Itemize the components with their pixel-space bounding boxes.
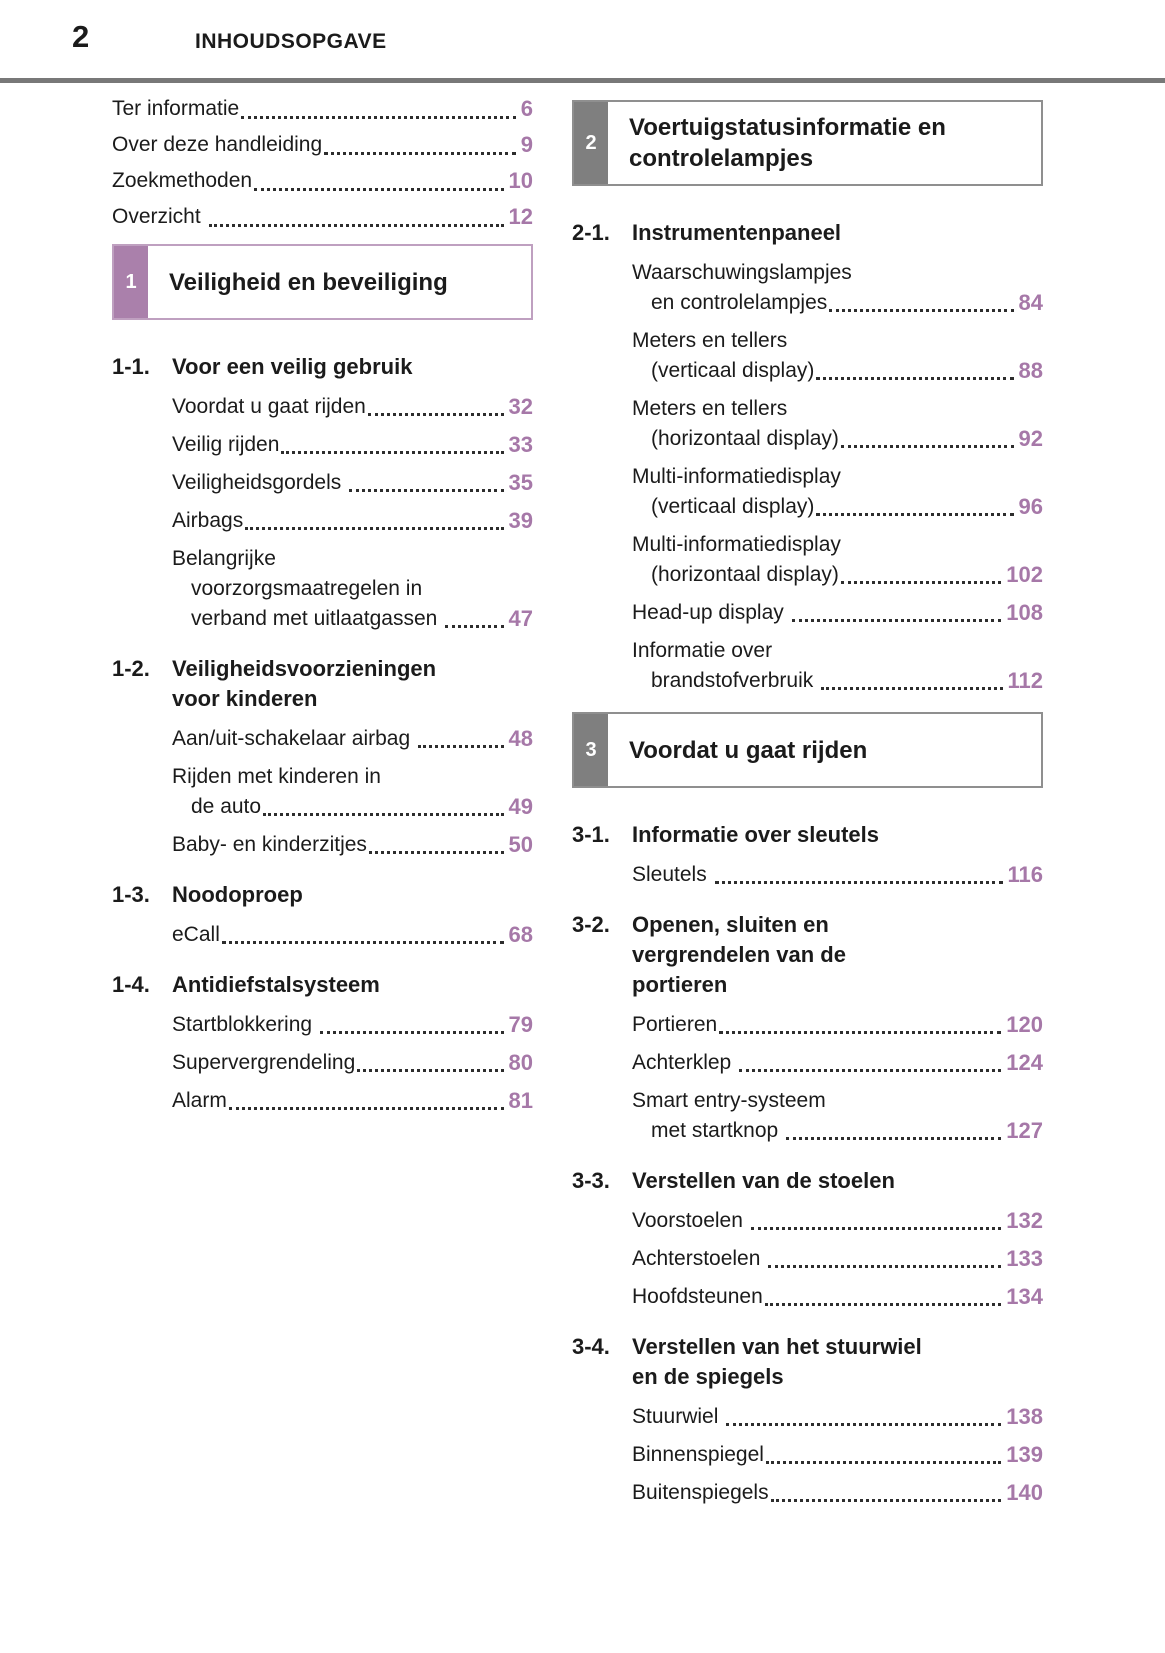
page-ref: 116 [1007, 862, 1043, 887]
toc-entry [172, 830, 533, 860]
subsection-title [172, 352, 412, 382]
subsection-title-line: Noodoproep [172, 882, 303, 907]
toc-entry-last-line [632, 666, 1043, 696]
page-ref: 32 [508, 394, 533, 419]
toc-entry [172, 392, 533, 422]
toc-entry-line: Rijden met kinderen in [172, 765, 381, 788]
toc-entry-last-line [632, 1440, 1043, 1470]
toc-entry-text: Overzicht [112, 205, 207, 228]
toc-entry [632, 1010, 1043, 1040]
dot-leader [768, 1265, 1001, 1268]
toc-entry-text: Voorstoelen [632, 1209, 749, 1232]
toc-entry-text: Stuurwiel [632, 1405, 725, 1428]
page-ref: 127 [1006, 1118, 1043, 1143]
subsection-title-line: Instrumentenpaneel [632, 220, 842, 245]
toc-entry-line: Multi-informatiedisplay [632, 465, 841, 488]
dot-leader [324, 152, 516, 155]
subsection-title [172, 970, 380, 1000]
toc-entry-text: en controlelampjes [651, 291, 828, 314]
page-ref: 79 [508, 1012, 533, 1037]
dot-leader [241, 116, 516, 119]
chapter-title [608, 102, 954, 184]
chapter-box-1 [112, 244, 533, 320]
toc-entry-text: (verticaal display) [651, 359, 815, 382]
toc-entry [172, 920, 533, 950]
dot-leader [766, 1461, 1001, 1464]
toc-entry-text: Portieren [632, 1013, 718, 1036]
toc-entry-last-line [172, 604, 533, 634]
subsection-heading [572, 1332, 1043, 1392]
toc-entry-last-line [632, 1206, 1043, 1236]
toc-entry [632, 326, 1043, 386]
subsection-title-line: Veiligheidsvoorzieningen [172, 656, 437, 681]
chapter-title [148, 246, 456, 318]
page-ref: 102 [1006, 562, 1043, 587]
subsection-title-line: Verstellen van de stoelen [632, 1168, 895, 1193]
subsection-title-line: en de spiegels [632, 1364, 784, 1389]
page-title: INHOUDSOPGAVE [195, 30, 387, 53]
dot-leader [263, 813, 503, 816]
toc-entry [632, 258, 1043, 318]
chapter-box-3 [572, 712, 1043, 788]
toc-entry [632, 1048, 1043, 1078]
dot-leader [816, 513, 1013, 516]
toc-entry-last-line [632, 1010, 1043, 1040]
toc-entry [632, 1478, 1043, 1508]
entry-group [572, 1206, 1043, 1320]
toc-entry-text: Alarm [172, 1089, 227, 1112]
dot-leader [786, 1137, 1001, 1140]
toc-entry-last-line [632, 1282, 1043, 1312]
page-ref: 39 [508, 508, 533, 533]
toc-entry [172, 1048, 533, 1078]
page-ref: 132 [1006, 1208, 1043, 1233]
toc-entry-text: (horizontaal display) [651, 427, 839, 450]
toc-entry-text: met startknop [651, 1119, 785, 1142]
page-ref: 140 [1006, 1480, 1043, 1505]
subsection-number: 1-3. [112, 882, 150, 907]
toc-entry [172, 762, 533, 822]
chapter-number: 3 [585, 738, 597, 761]
toc-entry [632, 1244, 1043, 1274]
toc-entry-last-line [632, 560, 1043, 590]
entry-group [572, 1010, 1043, 1154]
subsection-number: 3-3. [572, 1168, 610, 1193]
toc-entry-line: Belangrijke [172, 547, 276, 570]
subsection-title-line: voor kinderen [172, 686, 318, 711]
page-ref: 80 [508, 1050, 533, 1075]
toc-columns [112, 92, 1043, 1516]
toc-entry-text: Ter informatie [112, 97, 240, 120]
chapter-tab-1 [114, 246, 148, 318]
dot-leader [209, 224, 504, 227]
page-ref: 92 [1018, 426, 1043, 451]
subsection-number: 1-1. [112, 354, 150, 379]
dot-leader [222, 941, 504, 944]
subsection-heading [112, 352, 533, 382]
toc-entry-last-line [112, 92, 533, 125]
toc-entry-last-line [172, 468, 533, 498]
toc-entry-line: voorzorgsmaatregelen in [191, 577, 423, 600]
page-ref: 138 [1006, 1404, 1043, 1429]
page-ref: 47 [508, 606, 533, 631]
subsection-number: 1-2. [112, 656, 150, 681]
toc-entry [632, 530, 1043, 590]
subsection-title-line: vergrendelen van de [632, 942, 846, 967]
subsection-title-line: Antidiefstalsysteem [172, 972, 380, 997]
toc-entry [112, 92, 533, 125]
subsection-heading [112, 970, 533, 1000]
toc-entry-last-line [112, 200, 533, 233]
toc-entry-text: Airbags [172, 509, 244, 532]
toc-entry-line: Meters en tellers [632, 329, 788, 352]
subsection-heading [112, 654, 533, 714]
entry-group [112, 920, 533, 958]
entry-group [112, 392, 533, 642]
toc-entry-text: Startblokkering [172, 1013, 318, 1036]
toc-entry [172, 506, 533, 536]
chapter-title [608, 714, 875, 786]
toc-entry-text: Supervergrendeling [172, 1051, 356, 1074]
subsection-heading [572, 1166, 1043, 1196]
dot-leader [445, 625, 503, 628]
subsection-number: 3-2. [572, 912, 610, 937]
subsection-title-line: Informatie over sleutels [632, 822, 879, 847]
page-ref: 88 [1018, 358, 1043, 383]
dot-leader [418, 745, 504, 748]
subsection-number: 2-1. [572, 220, 610, 245]
toc-entry-line: Smart entry-systeem [632, 1089, 826, 1112]
toc-entry-last-line [632, 492, 1043, 522]
subsection-title [172, 880, 303, 910]
toc-entry-text: (horizontaal display) [651, 563, 839, 586]
page-ref: 10 [508, 168, 533, 193]
chapter-tab-2 [574, 102, 608, 184]
toc-entry-last-line [632, 598, 1043, 628]
toc-entry-last-line [172, 830, 533, 860]
toc-entry [112, 128, 533, 161]
toc-entry-line: Multi-informatiedisplay [632, 533, 841, 556]
toc-column-2 [572, 92, 1043, 1516]
subsection-heading [112, 880, 533, 910]
page-ref: 81 [508, 1088, 533, 1113]
page-ref: 48 [508, 726, 533, 751]
header-divider [0, 78, 1165, 83]
chapter-title-line: Voertuigstatusinformatie en [629, 114, 946, 141]
toc-entry-text: Veiligheidsgordels [172, 471, 348, 494]
page-ref: 49 [508, 794, 533, 819]
dot-leader [841, 581, 1001, 584]
toc-entry-text: verband met uitlaatgassen [191, 607, 444, 630]
toc-entry-text: brandstofverbruik [651, 669, 820, 692]
toc-entry [172, 1086, 533, 1116]
dot-leader [821, 687, 1002, 690]
toc-entry-text: Zoekmethoden [112, 169, 253, 192]
toc-entry-line: Meters en tellers [632, 397, 788, 420]
page-ref: 50 [508, 832, 533, 857]
dot-leader [771, 1499, 1002, 1502]
entry-group [572, 1402, 1043, 1516]
page-ref: 33 [508, 432, 533, 457]
toc-entry [112, 200, 533, 233]
page-ref: 139 [1006, 1442, 1043, 1467]
page-ref: 84 [1018, 290, 1043, 315]
toc-entry-last-line [172, 506, 533, 536]
chapter-number: 1 [125, 270, 137, 293]
dot-leader [719, 1031, 1001, 1034]
toc-entry [172, 430, 533, 460]
toc-entry-text: Baby- en kinderzitjes [172, 833, 367, 856]
chapter-title-line: Voordat u gaat rijden [629, 736, 868, 764]
entry-group [112, 92, 533, 236]
page-ref: 108 [1006, 600, 1043, 625]
page-ref: 68 [508, 922, 533, 947]
toc-entry-last-line [112, 128, 533, 161]
chapter-box-2 [572, 100, 1043, 186]
entry-group [572, 860, 1043, 898]
toc-entry-text: Hoofdsteunen [632, 1285, 763, 1308]
subsection-title-line: Voor een veilig gebruik [172, 354, 413, 379]
toc-entry [632, 1206, 1043, 1236]
toc-entry-last-line [632, 424, 1043, 454]
subsection-heading [572, 820, 1043, 850]
subsection-title [632, 218, 841, 248]
entry-group [572, 258, 1043, 704]
dot-leader [765, 1303, 1002, 1306]
toc-entry-last-line [632, 860, 1043, 890]
subsection-title [632, 1166, 895, 1196]
toc-entry-last-line [632, 1244, 1043, 1274]
toc-entry-text: Achterklep [632, 1051, 738, 1074]
subsection-title-line: Openen, sluiten en [632, 912, 829, 937]
toc-entry-text: Over deze handleiding [112, 133, 323, 156]
page-ref: 6 [520, 96, 533, 121]
page-ref: 12 [508, 204, 533, 229]
dot-leader [349, 489, 503, 492]
toc-entry-text: de auto [191, 795, 262, 818]
page-ref: 35 [508, 470, 533, 495]
dot-leader [320, 1031, 504, 1034]
dot-leader [254, 188, 503, 191]
toc-entry-text: eCall [172, 923, 220, 946]
toc-entry-text: Sleutels [632, 863, 713, 886]
dot-leader [245, 527, 503, 530]
toc-entry-last-line [172, 1048, 533, 1078]
toc-entry [172, 1010, 533, 1040]
toc-entry-text: Aan/uit-schakelaar airbag [172, 727, 416, 750]
toc-entry [632, 1086, 1043, 1146]
subsection-title [632, 910, 846, 1000]
dot-leader [715, 881, 1003, 884]
page-ref: 112 [1007, 668, 1043, 693]
toc-entry-last-line [632, 1048, 1043, 1078]
entry-group [112, 1010, 533, 1124]
toc-entry-last-line [172, 724, 533, 754]
toc-entry-last-line [172, 430, 533, 460]
page-ref: 124 [1006, 1050, 1043, 1075]
toc-entry-last-line [632, 288, 1043, 318]
page-ref: 133 [1006, 1246, 1043, 1271]
toc-entry-last-line [172, 392, 533, 422]
toc-entry [632, 1282, 1043, 1312]
toc-entry-last-line [172, 920, 533, 950]
page-ref: 9 [520, 132, 533, 157]
subsection-number: 3-4. [572, 1334, 610, 1359]
toc-entry-text: Head-up display [632, 601, 790, 624]
page-ref: 134 [1006, 1284, 1043, 1309]
toc-entry [632, 598, 1043, 628]
toc-entry [632, 462, 1043, 522]
toc-entry [172, 724, 533, 754]
toc-entry-text: (verticaal display) [651, 495, 815, 518]
toc-column-1 [112, 92, 533, 1124]
toc-entry-last-line [172, 792, 533, 822]
toc-entry [632, 394, 1043, 454]
toc-entry [632, 1402, 1043, 1432]
dot-leader [229, 1107, 504, 1110]
toc-entry [112, 164, 533, 197]
dot-leader [726, 1423, 1001, 1426]
toc-entry-last-line [172, 1010, 533, 1040]
dot-leader [368, 413, 504, 416]
toc-entry [632, 860, 1043, 890]
toc-entry-line: Informatie over [632, 639, 773, 662]
subsection-heading [572, 218, 1043, 248]
page-ref: 96 [1018, 494, 1043, 519]
subsection-number: 3-1. [572, 822, 610, 847]
page-ref: 120 [1006, 1012, 1043, 1037]
subsection-title [632, 820, 879, 850]
dot-leader [281, 451, 503, 454]
toc-entry [172, 544, 533, 634]
toc-entry-last-line [632, 356, 1043, 386]
toc-entry [172, 468, 533, 498]
dot-leader [357, 1069, 503, 1072]
toc-entry-last-line [632, 1478, 1043, 1508]
chapter-title-line: controlelampjes [629, 145, 814, 172]
page-number: 2 [72, 19, 90, 54]
chapter-number: 2 [585, 131, 597, 154]
toc-entry-last-line [632, 1402, 1043, 1432]
subsection-title-line: portieren [632, 972, 728, 997]
subsection-number: 1-4. [112, 972, 150, 997]
subsection-title [632, 1332, 922, 1392]
chapter-title-line: Veiligheid en beveiliging [169, 268, 448, 296]
chapter-tab-3 [574, 714, 608, 786]
dot-leader [816, 377, 1013, 380]
toc-entry-text: Veilig rijden [172, 433, 280, 456]
toc-entry-line: Waarschuwingslampjes [632, 261, 852, 284]
dot-leader [792, 619, 1002, 622]
toc-entry-last-line [632, 1116, 1043, 1146]
toc-entry-text: Binnenspiegel [632, 1443, 764, 1466]
subsection-title-line: Verstellen van het stuurwiel [632, 1334, 922, 1359]
entry-group [112, 724, 533, 868]
subsection-heading [572, 910, 1043, 1000]
dot-leader [739, 1069, 1001, 1072]
dot-leader [829, 309, 1013, 312]
toc-entry-last-line [112, 164, 533, 197]
toc-entry-text: Voordat u gaat rijden [172, 395, 366, 418]
toc-entry-last-line [172, 1086, 533, 1116]
toc-entry-text: Achterstoelen [632, 1247, 767, 1270]
toc-entry-text: Buitenspiegels [632, 1481, 769, 1504]
dot-leader [369, 851, 504, 854]
dot-leader [751, 1227, 1002, 1230]
subsection-title [172, 654, 436, 714]
toc-entry [632, 1440, 1043, 1470]
toc-entry [632, 636, 1043, 696]
dot-leader [841, 445, 1014, 448]
